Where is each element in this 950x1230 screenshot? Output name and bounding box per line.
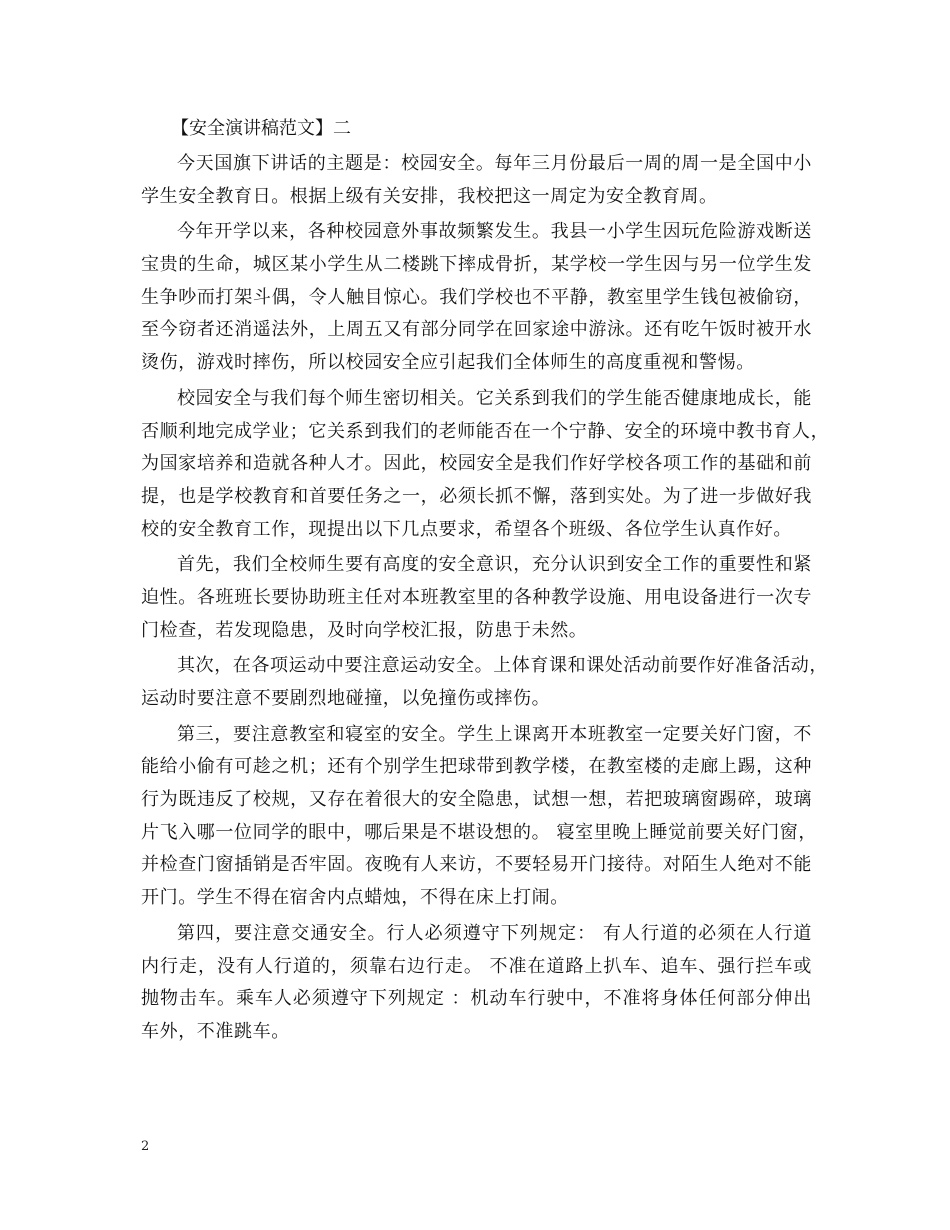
paragraph-line: 首先，我们全校师生要有高度的安全意识，充分认识到安全工作的重要性和紧 [177, 554, 812, 576]
paragraph-line: 提，也是学校教育和首要任务之一，必须长抓不懈，落到实处。为了进一步做好我 [141, 485, 812, 507]
paragraph-line: 今年开学以来，各种校园意外事故频繁发生。我县一小学生因玩危险游戏断送 [177, 221, 812, 243]
paragraph-line: 烫伤，游戏时摔伤，所以校园安全应引起我们全体师生的高度重视和警惕。 [141, 352, 755, 374]
paragraph-2 [141, 216, 812, 379]
paragraph-line: 校的安全教育工作，现提出以下几点要求，希望各个班级、各位学生认真作好。 [141, 518, 792, 540]
paragraph-line: 行为既违反了校规，又存在着很大的安全隐患，试想一想，若把玻璃窗踢碎，玻璃 [141, 789, 812, 811]
paragraph-line: 开门。学生不得在宿舍内点蜡烛，不得在床上打闹。 [141, 887, 569, 909]
paragraph-line: 运动时要注意不要剧烈地碰撞，以免撞伤或摔伤。 [141, 688, 551, 709]
paragraph-4 [141, 549, 812, 647]
paragraph-line: 其次，在各项运动中要注意运动安全。上体育课和课处活动前要作好准备活动， [177, 655, 828, 677]
paragraph-line: 能给小偷有可趁之机；还有个别学生把球带到教学楼，在教室楼的走廊上踢，这种 [141, 756, 812, 778]
paragraph-5 [141, 650, 828, 715]
paragraph-line: 宝贵的生命，城区某小学生从二楼跳下摔成骨折，某学校一学生因与另一位学生发 [141, 254, 812, 276]
paragraph-line: 车外，不准跳车。 [141, 1020, 290, 1042]
paragraph-1 [141, 148, 812, 213]
paragraph-7 [141, 918, 812, 1049]
paragraph-line: 第三，要注意教室和寝室的安全。学生上课离开本班教室一定要关好门窗，不 [177, 723, 812, 745]
paragraph-line: 生争吵而打架斗偶，令人触目惊心。我们学校也不平静，教室里学生钱包被偷窃， [141, 286, 812, 308]
paragraph-3 [141, 383, 830, 546]
paragraph-line: 至今窃者还消遥法外，上周五又有部分同学在回家途中游泳。还有吃午饭时被开水 [141, 319, 812, 341]
paragraph-line: 今天国旗下讲话的主题是：校园安全。每年三月份最后一周的周一是全国中小 [177, 153, 812, 174]
paragraph-line: 门检查，若发现隐患，及时向学校汇报，防患于未然。 [141, 619, 588, 641]
paragraph-line: 迫性。各班班长要协助班主任对本班教室里的各种教学设施、用电设备进行一次专 [141, 586, 812, 608]
document-body [141, 117, 830, 1052]
paragraph-line: 内行走，没有人行道的，须靠右边行走。 不准在道路上扒车、追车、强行拦车或 [141, 955, 812, 977]
paragraph-6 [141, 719, 817, 915]
paragraph-line: 学生安全教育日。根据上级有关安排，我校把这一周定为安全教育周。 [141, 185, 718, 207]
paragraph-line: 并检查门窗插销是否牢固。夜晚有人来访，不要轻易开门接待。对陌生人绝对不能 [141, 854, 812, 876]
page-number: 2 [141, 1139, 150, 1154]
paragraph-line: 片飞入哪一位同学的眼中，哪后果是不堪设想的。 寝室里晚上睡觉前要关好门窗， [141, 821, 817, 843]
paragraph-line: 抛物击车。乘车人必须遵守下列规定 ：机动车行驶中，不准将身体任何部分伸出 [141, 988, 812, 1010]
document-heading: 【安全演讲稿范文】二 [171, 118, 351, 139]
paragraph-line: 否顺利地完成学业；它关系到我们的老师能否在一个宁静、安全的环境中教书育人， [141, 420, 830, 442]
paragraph-line: 校园安全与我们每个师生密切相关。它关系到我们的学生能否健康地成长，能 [177, 387, 812, 409]
paragraph-line: 第四，要注意交通安全。行人必须遵守下列规定： 有人行道的必须在人行道 [177, 922, 812, 944]
paragraph-line: 为国家培养和造就各种人才。因此，校园安全是我们作好学校各项工作的基础和前 [141, 453, 812, 475]
